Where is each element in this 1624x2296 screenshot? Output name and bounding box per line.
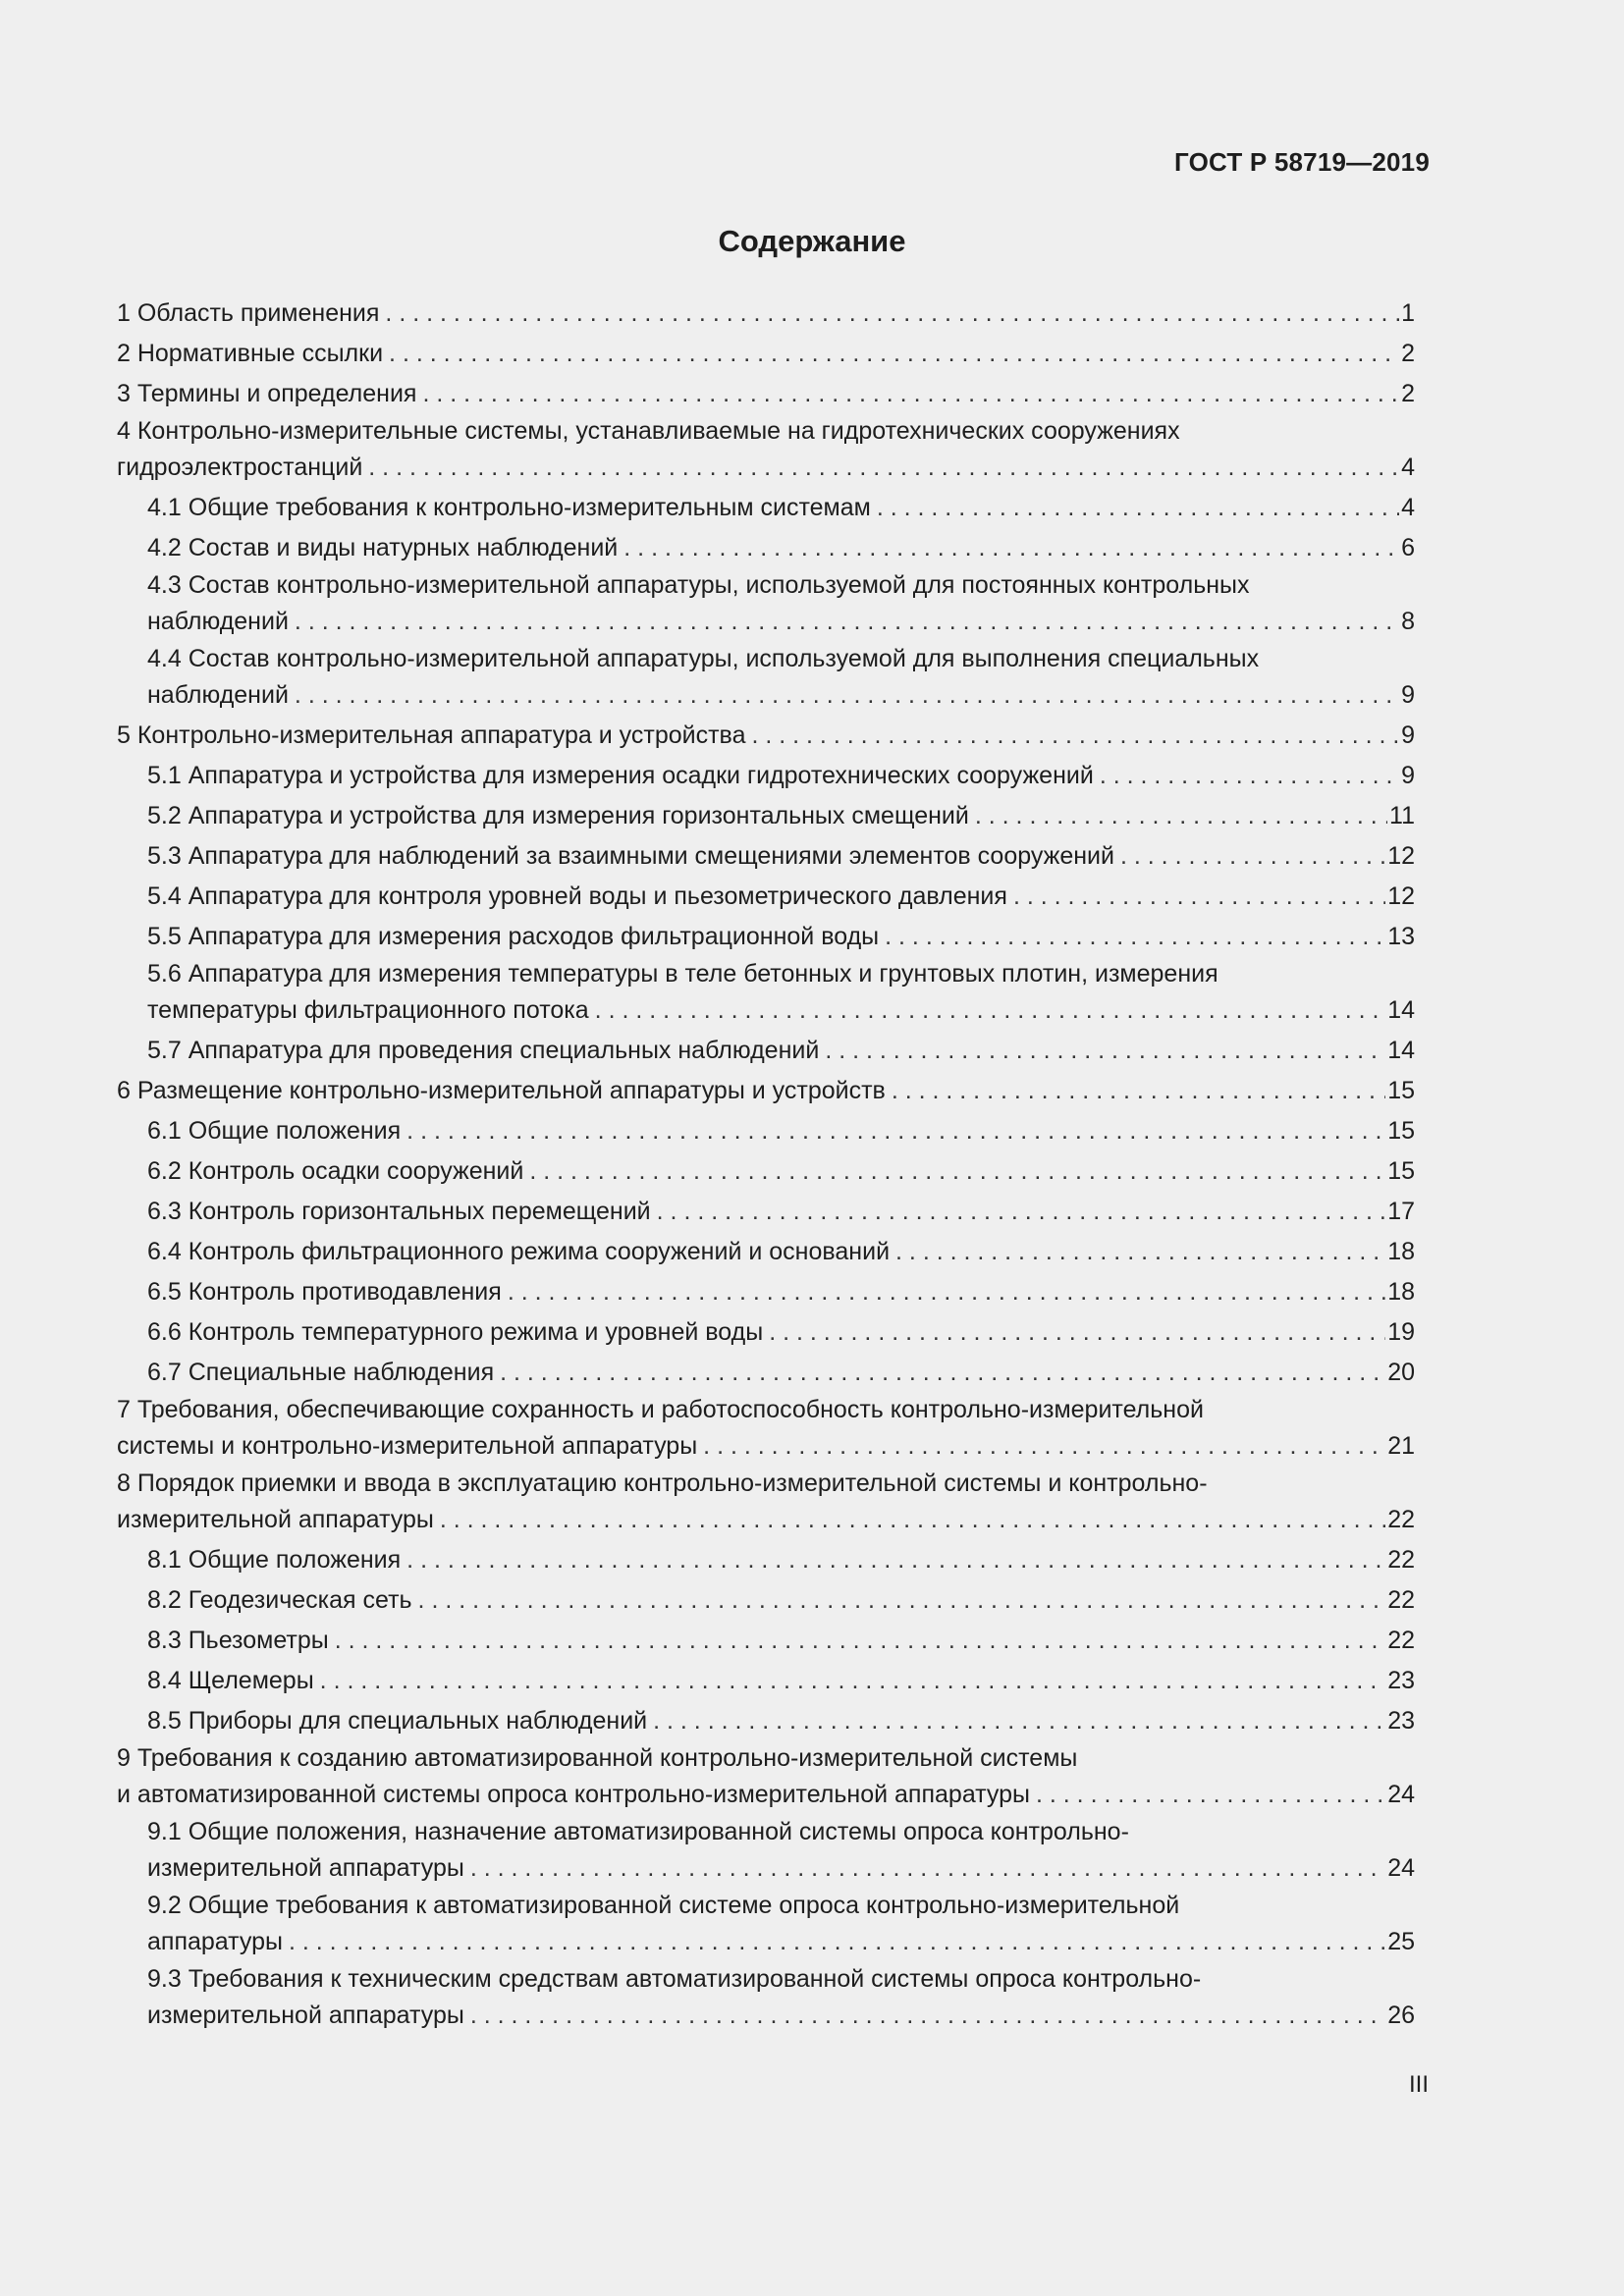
toc-entry-title: 5.7 Аппаратура для проведения специальных наблюдений bbox=[147, 1037, 820, 1064]
toc-entry-title-line: 5.6 Аппаратура для измерения температуры в теле бетонных и грунтовых плотин, измерения bbox=[147, 960, 1218, 988]
toc-entry-title-line: 9.3 Требования к техническим средствам автоматизированной системы опроса контрольно- bbox=[147, 1965, 1202, 1993]
dot-leader bbox=[769, 1312, 1385, 1353]
dot-leader bbox=[295, 675, 1399, 716]
toc-entry-title: 4.1 Общие требования к контрольно-измерительным системам bbox=[147, 494, 871, 521]
toc-entry-line bbox=[147, 602, 1415, 642]
toc-entry-line bbox=[147, 1272, 1415, 1312]
dot-leader bbox=[406, 1540, 1385, 1580]
dot-leader bbox=[623, 528, 1399, 568]
toc-entry[interactable] bbox=[117, 917, 1415, 957]
toc-entry-line bbox=[147, 1111, 1415, 1151]
toc-entry-title: 6.5 Контроль противодавления bbox=[147, 1278, 502, 1306]
toc-entry-line bbox=[147, 756, 1415, 796]
toc-entry-title: измерительной аппаратуры bbox=[147, 1854, 464, 1882]
dot-leader bbox=[653, 1701, 1385, 1741]
toc-title: Содержание bbox=[718, 224, 906, 258]
toc-entry-title-line: 4.4 Состав контрольно-измерительной аппаратуры, используемой для выполнения специальных bbox=[147, 645, 1260, 672]
dot-leader bbox=[751, 716, 1399, 756]
page-number: III bbox=[1408, 2071, 1429, 2098]
dot-leader bbox=[385, 294, 1399, 334]
toc-entry-line bbox=[147, 1232, 1415, 1272]
toc-entry-page: 15 bbox=[1387, 1157, 1415, 1185]
toc-entry[interactable] bbox=[117, 1621, 1415, 1661]
dot-leader bbox=[1013, 877, 1385, 917]
toc-entry-title: 8.3 Пьезометры bbox=[147, 1627, 329, 1654]
toc-entry-line bbox=[117, 294, 1415, 334]
toc-entry-line bbox=[147, 1031, 1415, 1071]
toc-entry-title: 5.4 Аппаратура для контроля уровней воды и пьезометрического давления bbox=[147, 882, 1007, 910]
toc-entry-page: 13 bbox=[1387, 923, 1415, 950]
toc-entry-page: 14 bbox=[1387, 1037, 1415, 1064]
toc-entry-page: 4 bbox=[1401, 454, 1415, 481]
toc-entry-line bbox=[147, 1621, 1415, 1661]
toc-entry[interactable] bbox=[117, 568, 1415, 642]
toc-entry-line bbox=[147, 1540, 1415, 1580]
dot-leader bbox=[320, 1661, 1386, 1701]
toc-entry[interactable] bbox=[117, 414, 1415, 488]
toc-entry-line bbox=[117, 374, 1415, 414]
dot-leader bbox=[595, 990, 1386, 1031]
toc-entry-page: 15 bbox=[1387, 1117, 1415, 1145]
toc-entry-line bbox=[117, 334, 1415, 374]
toc-entry-title: 6.4 Контроль фильтрационного режима сооружений и оснований bbox=[147, 1238, 891, 1265]
toc-entry-title: 8.2 Геодезическая сеть bbox=[147, 1586, 412, 1614]
toc-entry-page: 19 bbox=[1387, 1318, 1415, 1346]
toc-entry[interactable] bbox=[117, 294, 1415, 334]
toc-entry-line bbox=[147, 917, 1415, 957]
toc-entry-line bbox=[147, 1312, 1415, 1353]
toc-entry[interactable] bbox=[117, 528, 1415, 568]
toc-entry-line bbox=[147, 990, 1415, 1031]
toc-entry-title: 2 Нормативные ссылки bbox=[117, 340, 384, 367]
toc-entry-page: 20 bbox=[1387, 1359, 1415, 1386]
toc-entry-page: 14 bbox=[1387, 996, 1415, 1024]
toc-entry-line bbox=[147, 1192, 1415, 1232]
toc-entry[interactable] bbox=[117, 1701, 1415, 1741]
toc-entry[interactable] bbox=[117, 756, 1415, 796]
toc-entry-title-line: 9.1 Общие положения, назначение автоматизированной системы опроса контрольно- bbox=[147, 1818, 1129, 1845]
toc-entry[interactable] bbox=[117, 1312, 1415, 1353]
dot-leader bbox=[470, 1848, 1385, 1889]
toc-entry-line bbox=[147, 836, 1415, 877]
toc-entry[interactable] bbox=[117, 374, 1415, 414]
toc-entry-title-line: 7 Требования, обеспечивающие сохранность и работоспособность контрольно-измерительной bbox=[117, 1396, 1204, 1423]
dot-leader bbox=[368, 448, 1399, 488]
toc-entry-title-line: 8 Порядок приемки и ввода в эксплуатацию контрольно-измерительной системы и контрольно- bbox=[117, 1469, 1208, 1497]
toc-entry-line bbox=[147, 1151, 1415, 1192]
toc-entry[interactable] bbox=[117, 1192, 1415, 1232]
dot-leader bbox=[885, 917, 1385, 957]
toc-entry[interactable] bbox=[117, 957, 1415, 1031]
toc-entry-line bbox=[117, 1426, 1415, 1467]
toc-entry-title: 8.4 Щелемеры bbox=[147, 1667, 314, 1694]
toc-entry-page: 17 bbox=[1387, 1198, 1415, 1225]
toc-entry-page: 9 bbox=[1401, 681, 1415, 709]
dot-leader bbox=[529, 1151, 1385, 1192]
dot-leader bbox=[389, 334, 1399, 374]
toc-entry-title: системы и контрольно-измерительной аппаратуры bbox=[117, 1432, 698, 1460]
toc-entry-title: 6.7 Специальные наблюдения bbox=[147, 1359, 495, 1386]
dot-leader bbox=[422, 374, 1399, 414]
toc-entry-title: 6.3 Контроль горизонтальных перемещений bbox=[147, 1198, 651, 1225]
toc-entry-page: 23 bbox=[1387, 1667, 1415, 1694]
toc-entry-line bbox=[147, 1996, 1415, 2036]
dot-leader bbox=[470, 1996, 1385, 2036]
toc-entry-page: 1 bbox=[1401, 299, 1415, 327]
dot-leader bbox=[500, 1353, 1385, 1393]
toc-entry-title: 8.5 Приборы для специальных наблюдений bbox=[147, 1707, 648, 1735]
toc-entry-line bbox=[117, 1775, 1415, 1815]
toc-entry-page: 12 bbox=[1387, 882, 1415, 910]
toc-entry[interactable] bbox=[117, 1467, 1415, 1540]
toc-entry[interactable] bbox=[117, 1031, 1415, 1071]
dot-leader bbox=[703, 1426, 1385, 1467]
toc-entry-title: 5 Контрольно-измерительная аппаратура и устройства bbox=[117, 721, 746, 749]
toc-entry-page: 9 bbox=[1401, 721, 1415, 749]
toc-entry[interactable] bbox=[117, 1661, 1415, 1701]
toc-entry-title: 5.2 Аппаратура и устройства для измерения горизонтальных смещений bbox=[147, 802, 969, 829]
toc-entry-title: и автоматизированной системы опроса контрольно-измерительной аппаратуры bbox=[117, 1781, 1030, 1808]
toc-entry-title: 3 Термины и определения bbox=[117, 380, 417, 407]
toc-entry-title: 5.5 Аппаратура для измерения расходов фильтрационной воды bbox=[147, 923, 880, 950]
toc-entry-page: 22 bbox=[1387, 1586, 1415, 1614]
toc-entry[interactable] bbox=[117, 1393, 1415, 1467]
toc-entry[interactable] bbox=[117, 642, 1415, 716]
toc-entry[interactable] bbox=[117, 836, 1415, 877]
toc-entry-page: 2 bbox=[1401, 340, 1415, 367]
dot-leader bbox=[895, 1232, 1385, 1272]
toc-entry[interactable] bbox=[117, 716, 1415, 756]
toc-entry-title: аппаратуры bbox=[147, 1928, 283, 1955]
toc-entry-page: 24 bbox=[1387, 1854, 1415, 1882]
toc-entry-title: измерительной аппаратуры bbox=[147, 2002, 464, 2029]
dot-leader bbox=[406, 1111, 1385, 1151]
dot-leader bbox=[418, 1580, 1386, 1621]
toc-entry-title: 4.2 Состав и виды натурных наблюдений bbox=[147, 534, 619, 561]
dot-leader bbox=[440, 1500, 1385, 1540]
toc-entry-line bbox=[147, 1580, 1415, 1621]
dot-leader bbox=[877, 488, 1399, 528]
toc-entry-title-line: 9.2 Общие требования к автоматизированной системе опроса контрольно-измерительной bbox=[147, 1892, 1180, 1919]
toc-entry-title: наблюдений bbox=[147, 681, 289, 709]
toc-entry-page: 21 bbox=[1387, 1432, 1415, 1460]
toc-entry[interactable] bbox=[117, 334, 1415, 374]
toc-entry-title: 6 Размещение контрольно-измерительной аппаратуры и устройств bbox=[117, 1077, 886, 1104]
document-code: ГОСТ Р 58719—2019 bbox=[1174, 147, 1430, 177]
toc-entry-title: гидроэлектростанций bbox=[117, 454, 363, 481]
toc-entry-page: 6 bbox=[1401, 534, 1415, 561]
toc-entry-line bbox=[147, 1701, 1415, 1741]
toc-entry-line bbox=[117, 1500, 1415, 1540]
toc-entry-page: 18 bbox=[1387, 1238, 1415, 1265]
toc-entry-page: 2 bbox=[1401, 380, 1415, 407]
toc-entry-page: 26 bbox=[1387, 2002, 1415, 2029]
dot-leader bbox=[975, 796, 1387, 836]
toc-entry-title: 1 Область применения bbox=[117, 299, 380, 327]
toc-entry-title: 5.3 Аппаратура для наблюдений за взаимными смещениями элементов сооружений bbox=[147, 842, 1114, 870]
dot-leader bbox=[1120, 836, 1385, 877]
toc-entry-page: 22 bbox=[1387, 1546, 1415, 1574]
toc-entry-page: 4 bbox=[1401, 494, 1415, 521]
toc-entry-page: 25 bbox=[1387, 1928, 1415, 1955]
toc-entry-title: наблюдений bbox=[147, 608, 289, 635]
toc-entry[interactable] bbox=[117, 1111, 1415, 1151]
toc-entry[interactable] bbox=[117, 1232, 1415, 1272]
toc-entry-page: 22 bbox=[1387, 1506, 1415, 1533]
toc-entry-title: 6.2 Контроль осадки сооружений bbox=[147, 1157, 524, 1185]
dot-leader bbox=[1036, 1775, 1385, 1815]
toc-entry-line bbox=[147, 877, 1415, 917]
toc-entry[interactable] bbox=[117, 1071, 1415, 1111]
dot-leader bbox=[892, 1071, 1385, 1111]
toc-entry[interactable] bbox=[117, 1962, 1415, 2036]
toc-entry[interactable] bbox=[117, 1580, 1415, 1621]
toc-entry-page: 12 bbox=[1387, 842, 1415, 870]
toc-entry-line bbox=[147, 528, 1415, 568]
toc-entry-line bbox=[117, 716, 1415, 756]
toc-entry[interactable] bbox=[117, 1889, 1415, 1962]
toc-entry[interactable] bbox=[117, 488, 1415, 528]
toc-entry-page: 18 bbox=[1387, 1278, 1415, 1306]
toc-entry-title: температуры фильтрационного потока bbox=[147, 996, 589, 1024]
toc-entry-line bbox=[147, 1922, 1415, 1962]
toc-entry-title-line: 4.3 Состав контрольно-измерительной аппаратуры, используемой для постоянных контрольных bbox=[147, 571, 1250, 599]
dot-leader bbox=[289, 1922, 1385, 1962]
dot-leader bbox=[508, 1272, 1385, 1312]
dot-leader bbox=[295, 602, 1399, 642]
dot-leader bbox=[335, 1621, 1385, 1661]
toc-entry-title: 6.6 Контроль температурного режима и уровней воды bbox=[147, 1318, 764, 1346]
dot-leader bbox=[825, 1031, 1385, 1071]
toc-entry-title-line: 9 Требования к созданию автоматизированной контрольно-измерительной системы bbox=[117, 1744, 1078, 1772]
toc-entry-title: 6.1 Общие положения bbox=[147, 1117, 402, 1145]
toc-entry[interactable] bbox=[117, 1151, 1415, 1192]
toc-entry-page: 23 bbox=[1387, 1707, 1415, 1735]
toc-entry-line bbox=[147, 675, 1415, 716]
toc-entry-page: 15 bbox=[1387, 1077, 1415, 1104]
toc-entry[interactable] bbox=[117, 1353, 1415, 1393]
toc-entry-page: 24 bbox=[1387, 1781, 1415, 1808]
toc-entry-page: 11 bbox=[1389, 802, 1415, 829]
toc-entry-line bbox=[147, 488, 1415, 528]
toc-entry-line bbox=[117, 448, 1415, 488]
toc-entry[interactable] bbox=[117, 796, 1415, 836]
toc-entry-title: 5.1 Аппаратура и устройства для измерения осадки гидротехнических сооружений bbox=[147, 762, 1094, 789]
toc-entry-line bbox=[117, 1071, 1415, 1111]
toc-entry-line bbox=[147, 1661, 1415, 1701]
toc-entry-line bbox=[147, 1848, 1415, 1889]
toc-entry-line bbox=[147, 796, 1415, 836]
dot-leader bbox=[1100, 756, 1399, 796]
toc-entry-page: 9 bbox=[1401, 762, 1415, 789]
table-of-contents bbox=[117, 294, 1415, 2036]
toc-entry[interactable] bbox=[117, 1272, 1415, 1312]
toc-entry-title: 8.1 Общие положения bbox=[147, 1546, 402, 1574]
toc-entry-page: 22 bbox=[1387, 1627, 1415, 1654]
toc-entry-title: измерительной аппаратуры bbox=[117, 1506, 434, 1533]
toc-entry[interactable] bbox=[117, 1815, 1415, 1889]
toc-entry[interactable] bbox=[117, 1540, 1415, 1580]
toc-entry-line bbox=[147, 1353, 1415, 1393]
toc-entry[interactable] bbox=[117, 877, 1415, 917]
toc-entry-title-line: 4 Контрольно-измерительные системы, устанавливаемые на гидротехнических сооружениях bbox=[117, 417, 1180, 445]
dot-leader bbox=[657, 1192, 1386, 1232]
toc-entry-page: 8 bbox=[1401, 608, 1415, 635]
toc-entry[interactable] bbox=[117, 1741, 1415, 1815]
